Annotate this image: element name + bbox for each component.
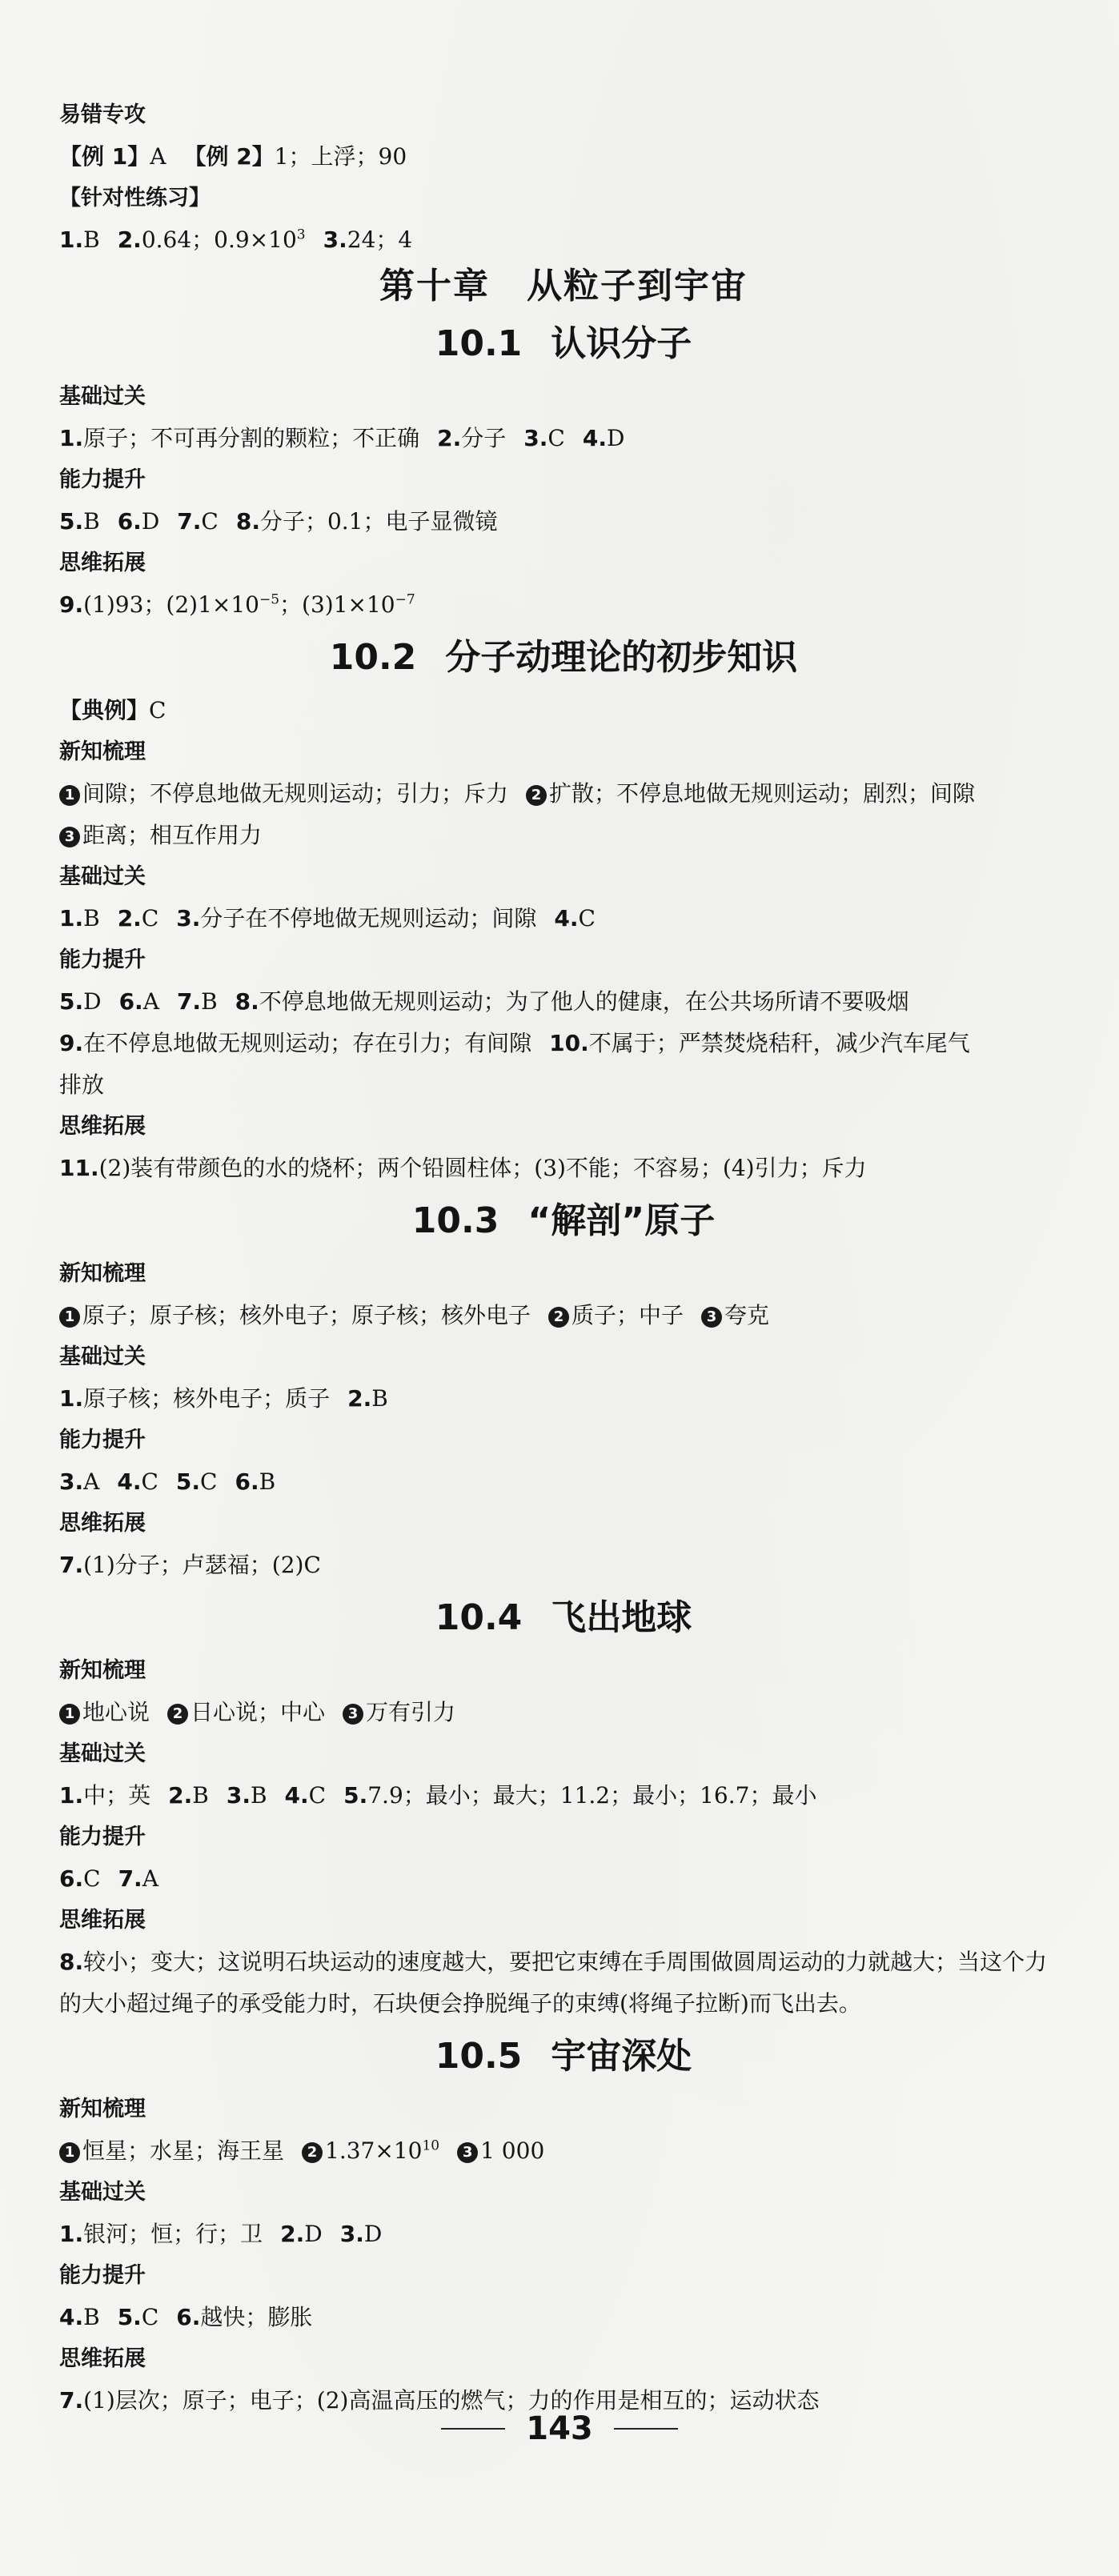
circled-number: 1 xyxy=(59,1704,80,1725)
answer: C xyxy=(308,1782,327,1809)
superscript: 10 xyxy=(422,2137,440,2154)
knowledge-label: 新知梳理 xyxy=(59,1658,146,1683)
knowledge-label: 新知梳理 xyxy=(59,739,146,764)
section-name: “解剖”原子 xyxy=(527,1200,716,1241)
example-2-answer: 1；上浮；90 xyxy=(274,143,407,170)
answer: 1 000 xyxy=(480,2137,545,2164)
circled-number: 1 xyxy=(59,2142,80,2163)
practice-label: 【针对性练习】 xyxy=(59,186,211,210)
answer: (2)装有带颜色的水的烧杯；两个铅圆柱体；(3)不能；不容易；(4)引力；斥力 xyxy=(98,1155,867,1181)
knowledge-line xyxy=(59,2130,1068,2172)
q-number: 3. xyxy=(226,1782,251,1809)
example-line xyxy=(59,690,1068,731)
superscript: −7 xyxy=(395,591,415,608)
answer: 不属于；严禁焚烧秸秆，减少汽车尾气 xyxy=(588,1030,970,1056)
chapter-title: 第十章 从粒子到宇宙 xyxy=(379,266,748,306)
answer: B xyxy=(83,905,100,931)
q-number: 8. xyxy=(235,508,260,535)
section-name: 分子动理论的初步知识 xyxy=(445,637,798,678)
knowledge-line xyxy=(59,773,1068,815)
extend-label: 思维拓展 xyxy=(59,551,146,575)
answer: 24；4 xyxy=(347,226,413,253)
knowledge-label: 新知梳理 xyxy=(59,1261,146,1286)
answers-line xyxy=(59,1461,1068,1503)
q-number: 7. xyxy=(176,988,202,1015)
answer: C xyxy=(201,508,219,535)
q-number: 10. xyxy=(549,1030,589,1056)
extend-label: 思维拓展 xyxy=(59,2346,146,2371)
answer: D xyxy=(304,2221,323,2247)
answer: ；(3)1×10 xyxy=(279,591,395,618)
q-number: 1. xyxy=(59,905,84,931)
example-label: 【典例】 xyxy=(59,697,150,723)
q-number: 8. xyxy=(59,1949,84,1975)
answer: 1.37×10 xyxy=(325,2137,423,2164)
section-number: 10.3 xyxy=(411,1200,499,1241)
answer: 原子核；核外电子；质子 xyxy=(83,1385,331,1412)
q-number: 5. xyxy=(175,1468,201,1495)
q-number: 4. xyxy=(582,425,607,451)
ability-label: 能力提升 xyxy=(59,1428,146,1452)
q-number: 2. xyxy=(117,905,142,931)
answer: 在不停息地做无规则运动；存在引力；有间隙 xyxy=(83,1030,532,1056)
answer-content xyxy=(59,94,1068,2422)
q-number: 4. xyxy=(117,1468,142,1495)
answer: 扩散；不停息地做无规则运动；剧烈；间隙 xyxy=(549,780,976,807)
q-number: 3. xyxy=(323,226,347,253)
answer: C xyxy=(141,2304,159,2330)
answers-paragraph xyxy=(59,1941,1068,2025)
knowledge-line xyxy=(59,1692,1068,1733)
answer: B xyxy=(259,1468,276,1495)
answer: C xyxy=(547,425,565,451)
basic-label: 基础过关 xyxy=(59,2180,146,2205)
answer: 原子；原子核；核外电子；原子核；核外电子 xyxy=(82,1302,531,1328)
ability-label: 能力提升 xyxy=(59,1825,146,1849)
example-1-label: 【例 1】 xyxy=(59,143,150,170)
page-number-dash-right xyxy=(614,2428,678,2430)
q-number: 7. xyxy=(118,1865,142,1892)
answer: B xyxy=(83,2304,100,2330)
q-number: 6. xyxy=(235,1468,259,1495)
answer: D xyxy=(83,988,102,1015)
answer: 恒星；水星；海王星 xyxy=(82,2137,285,2164)
q-number: 6. xyxy=(117,508,142,535)
answer: 原子；不可再分割的颗粒；不正确 xyxy=(83,425,420,451)
section-number: 10.2 xyxy=(329,637,417,678)
q-number: 2. xyxy=(280,2221,305,2247)
section-number: 10.4 xyxy=(435,1597,523,1638)
answer: B xyxy=(83,508,100,535)
superscript: 3 xyxy=(296,226,306,243)
answers-line xyxy=(59,1858,1068,1900)
circled-number: 2 xyxy=(526,785,547,806)
section-name: 飞出地球 xyxy=(551,1597,692,1638)
q-number: 7. xyxy=(59,2387,84,2414)
q-number: 4. xyxy=(284,1782,309,1809)
q-number: 2. xyxy=(437,425,462,451)
answer: 0.64；0.9×10 xyxy=(141,226,297,253)
page-number-dash-left xyxy=(441,2428,505,2430)
q-number: 8. xyxy=(235,988,259,1015)
superscript: −5 xyxy=(259,591,280,608)
q-number: 1. xyxy=(59,1782,84,1809)
q-number: 4. xyxy=(554,905,579,931)
q-number: 1. xyxy=(59,2221,84,2247)
answers-line xyxy=(59,1378,1068,1420)
answer: 地心说 xyxy=(82,1699,150,1725)
circled-number: 2 xyxy=(548,1307,569,1328)
knowledge-line xyxy=(59,1295,1068,1336)
circled-number: 3 xyxy=(343,1704,363,1725)
q-number: 3. xyxy=(59,1468,84,1495)
answer: A xyxy=(142,988,159,1015)
answer: C xyxy=(83,1865,101,1892)
q-number: 2. xyxy=(117,226,142,253)
answer: A xyxy=(142,1865,158,1892)
answer: 分子 xyxy=(461,425,507,451)
answer: B xyxy=(83,226,100,253)
answer: 越快；膨胀 xyxy=(200,2304,313,2330)
example-answers-line xyxy=(59,136,1068,178)
q-number: 3. xyxy=(176,905,201,931)
q-number: 2. xyxy=(168,1782,193,1809)
page-number-value: 143 xyxy=(526,2410,593,2447)
ability-label: 能力提升 xyxy=(59,2263,146,2288)
answer: C xyxy=(200,1468,218,1495)
answers-line xyxy=(59,2297,1068,2338)
q-number: 11. xyxy=(59,1155,99,1181)
q-number: 3. xyxy=(339,2221,364,2247)
circled-number: 3 xyxy=(701,1307,722,1328)
answer: C xyxy=(141,905,159,931)
answer: C xyxy=(578,905,596,931)
answer: (1)分子；卢瑟福；(2)C xyxy=(83,1552,321,1578)
answer: 距离；相互作用力 xyxy=(82,822,263,848)
page-number xyxy=(0,2410,1119,2447)
answer: 间隙；不停息地做无规则运动；引力；斥力 xyxy=(82,780,509,807)
answer: 不停息地做无规则运动；为了他人的健康，在公共场所请不要吸烟 xyxy=(259,988,909,1015)
ability-label: 能力提升 xyxy=(59,947,146,972)
section-title-10-4 xyxy=(59,1586,1068,1650)
example-2-label: 【例 2】 xyxy=(183,143,275,170)
answer: 银河；恒；行；卫 xyxy=(83,2221,263,2247)
q-number: 9. xyxy=(59,591,84,618)
answers-line xyxy=(59,2213,1068,2255)
q-number: 1. xyxy=(59,425,84,451)
circled-number: 1 xyxy=(59,785,80,806)
answers-line xyxy=(59,981,1068,1023)
answers-line xyxy=(59,1148,1068,1189)
q-number: 1. xyxy=(59,226,84,253)
answers-line xyxy=(59,1544,1068,1586)
circled-number: 3 xyxy=(457,2142,478,2163)
answer: 排放 xyxy=(59,1072,105,1098)
section-name: 宇宙深处 xyxy=(551,2036,692,2077)
answer: C xyxy=(149,697,166,723)
practice-answers-line xyxy=(59,219,1068,261)
answer: B xyxy=(371,1385,388,1412)
basic-label: 基础过关 xyxy=(59,384,146,409)
q-number: 5. xyxy=(59,988,84,1015)
section-title-10-2 xyxy=(59,626,1068,690)
knowledge-label: 新知梳理 xyxy=(59,2097,146,2121)
answer: B xyxy=(192,1782,209,1809)
answer: D xyxy=(606,425,625,451)
answer: 分子；0.1；电子显微镜 xyxy=(259,508,498,535)
answers-line xyxy=(59,501,1068,543)
q-number: 7. xyxy=(177,508,202,535)
q-number: 4. xyxy=(59,2304,84,2330)
answer: D xyxy=(363,2221,383,2247)
section-number: 10.5 xyxy=(435,2036,523,2077)
answer: A xyxy=(83,1468,100,1495)
q-number: 3. xyxy=(523,425,548,451)
extend-label: 思维拓展 xyxy=(59,1511,146,1536)
q-number: 5. xyxy=(117,2304,142,2330)
circled-number: 2 xyxy=(167,1704,188,1725)
basic-label: 基础过关 xyxy=(59,864,146,889)
extend-label: 思维拓展 xyxy=(59,1114,146,1139)
answers-line xyxy=(59,1775,1068,1817)
example-1-answer: A xyxy=(150,143,166,170)
answer: 分子在不停地做无规则运动；间隙 xyxy=(200,905,537,931)
answers-line-continued xyxy=(59,1064,1068,1106)
circled-number: 3 xyxy=(59,827,80,847)
answer: 中；英 xyxy=(83,1782,151,1809)
answers-line xyxy=(59,418,1068,459)
circled-number: 2 xyxy=(302,2142,323,2163)
section-number: 10.1 xyxy=(435,323,523,364)
section-name: 认识分子 xyxy=(551,323,692,364)
section-title-10-3 xyxy=(59,1189,1068,1253)
q-number: 5. xyxy=(59,508,84,535)
q-number: 7. xyxy=(59,1552,84,1578)
heading-error-prone: 易错专攻 xyxy=(59,102,146,127)
answer: D xyxy=(141,508,160,535)
answer: (1)层次；原子；电子；(2)高温高压的燃气；力的作用是相互的；运动状态 xyxy=(83,2387,820,2414)
answer: (1)93；(2)1×10 xyxy=(83,591,259,618)
answer: 万有引力 xyxy=(366,1699,456,1725)
ability-label: 能力提升 xyxy=(59,467,146,492)
answer: 质子；中子 xyxy=(572,1302,684,1328)
circled-number: 1 xyxy=(59,1307,80,1328)
section-title-10-5 xyxy=(59,2025,1068,2089)
knowledge-line xyxy=(59,815,1068,856)
answer: 7.9；最小；最大；11.2；最小；16.7；最小 xyxy=(367,1782,817,1809)
answers-line xyxy=(59,898,1068,939)
q-number: 9. xyxy=(59,1030,84,1056)
q-number: 6. xyxy=(59,1865,84,1892)
q-number: 5. xyxy=(343,1782,368,1809)
q-number: 2. xyxy=(347,1385,372,1412)
q-number: 6. xyxy=(176,2304,201,2330)
answer: C xyxy=(141,1468,158,1495)
answer: 日心说；中心 xyxy=(191,1699,326,1725)
q-number: 1. xyxy=(59,1385,84,1412)
answers-line xyxy=(59,1023,1068,1064)
answer: 较小；变大；这说明石块运动的速度越大，要把它束缚在手周围做圆周运动的力就越大；当这个力的大小超过绳子的承受能力时，石块便会挣脱绳子的束缚(将绳子拉断)而飞出去。 xyxy=(59,1949,1048,2017)
section-title-10-1 xyxy=(59,312,1068,376)
answer: B xyxy=(250,1782,267,1809)
answers-line xyxy=(59,584,1068,626)
q-number: 6. xyxy=(118,988,143,1015)
extend-label: 思维拓展 xyxy=(59,1908,146,1933)
answer: 夸克 xyxy=(724,1302,770,1328)
basic-label: 基础过关 xyxy=(59,1344,146,1369)
answer: B xyxy=(201,988,218,1015)
basic-label: 基础过关 xyxy=(59,1741,146,1766)
